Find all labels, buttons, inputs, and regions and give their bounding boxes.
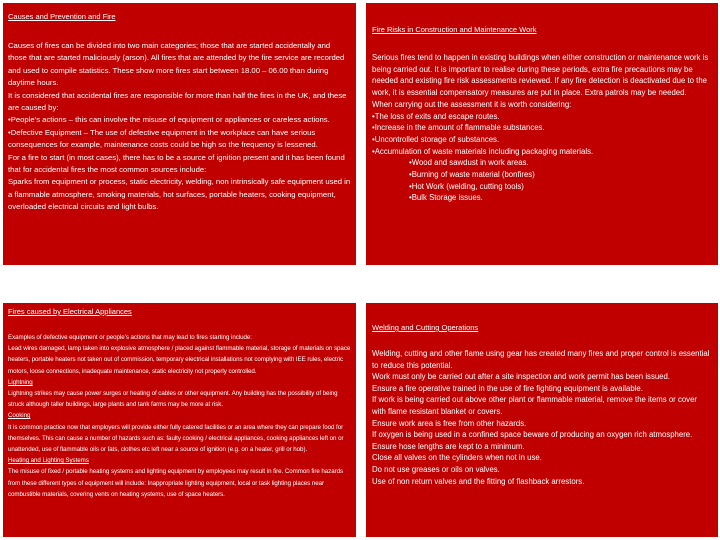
subheading-cooking: Cooking	[8, 412, 31, 420]
panel-fire-risks	[366, 3, 718, 265]
paragraph: For a fire to start (in most cases), there has to be a source of ignition present and it has been found that for accidental fires the most common sources include:	[8, 152, 345, 175]
paragraph: Use of non return valves and the fitting of flashback arrestors.	[372, 476, 585, 486]
panel-body	[8, 40, 351, 214]
bullet-item: •Accumulation of waste materials including packaging materials.	[372, 146, 594, 156]
subheading-heating-lighting: Heating and Lighting Systems	[8, 457, 89, 465]
paragraph: Do not use greases or oils on valves.	[372, 464, 500, 474]
paragraph: It is common practice now that employers will provide either fully catered facilities or an area where they can prepare food for themselves. This can cause a number of hazards such as: faulty cooking / electrical appliances, cooking appliances left on or unattended, use of flammable oils or fats, clothes etc left near a source of ignition (e.g. on a heater, grill or hob).	[8, 423, 344, 454]
bullet-item: •Defective Equipment – The use of defective equipment in the workplace can have serious consequences for example, maintenance costs could be high so the frequency is lessened.	[8, 127, 318, 150]
bullet-item: •Increase in the amount of flammable substances.	[372, 123, 545, 133]
paragraph: Ensure work area is free from other hazards.	[372, 418, 527, 428]
panel-body	[8, 332, 351, 500]
paragraph: If oxygen is being used in a confined space beware of producing an oxygen rich atmosphere.	[372, 430, 693, 440]
paragraph: Sparks from equipment or process, static electricity, welding, non intrinsically safe equipment used in a flammable atmosphere, smoking materials, hot surfaces, portable heaters, cooking equipment, overloaded electrical circuits and light bulbs.	[8, 177, 351, 212]
panel-electrical-appliances	[3, 303, 356, 537]
sub-bullet-item: •Hot Work (welding, cutting tools)	[409, 181, 524, 191]
bullet-item: •People’s actions – this can involve the misuse of equipment or appliances or careless actions.	[8, 115, 330, 125]
paragraph: When carrying out the assessment it is worth considering:	[372, 99, 572, 109]
paragraph: Lead wires damaged, lamp taken into explosive atmosphere / placed against flammable material, storage of materials on space heaters, portable heaters not taken out of commission, temporary electrical installations not complying with IEE rules, electric motors, loose connections, inadequate maintenance, static electricity not properly controlled.	[8, 345, 351, 375]
paragraph: Lightning strikes may cause power surges or heating of cables or other equipment. Any building has the possibility of being struck although taller buildings, large plants and tank farms may be more at risk.	[8, 390, 338, 409]
sub-bullet-item: •Wood and sawdust in work areas.	[409, 158, 529, 168]
paragraph: It is considered that accidental fires are responsible for more than half the fires in the UK, and these are caused by:	[8, 90, 347, 113]
bullet-item: •Uncontrolled storage of substances.	[372, 134, 500, 144]
subheading-lightning: Lightning	[8, 378, 33, 386]
panel-welding-cutting	[366, 303, 718, 537]
sub-bullet-item: •Burning of waste material (bonfires)	[409, 170, 535, 180]
paragraph: Examples of defective equipment or people’s actions that may lead to fires starting include:	[8, 334, 252, 341]
panel-title: Fires caused by Electrical Appliances	[8, 307, 132, 316]
paragraph: Ensure hose lengths are kept to a minimum.	[372, 441, 525, 451]
panel-title: Welding and Cutting Operations	[372, 323, 479, 332]
sub-bullet-item: •Bulk Storage issues.	[409, 193, 483, 203]
paragraph: Welding, cutting and other flame using gear has created many fires and proper control is essential to reduce this potential.	[372, 349, 710, 370]
paragraph: Serious fires tend to happen in existing buildings when either construction or maintenance work is being carried out. It is important to realise during these periods, extra fire precautions may be needed and existing fire risk assessments reviewed. If any fire detection is deactivated due to the work, it is essential compensatory measures are put in place. Extra patrols may be needed.	[372, 53, 709, 98]
paragraph: Causes of fires can be divided into two main categories; those that are started accidentally and those that are started maliciously (arson). All fires that are attended by the fire service are recorded and used to compile statistics. These show more fires start between 18.00 – 06.00 than during daytime hours.	[8, 41, 345, 88]
paragraph: Ensure a fire operative trained in the use of fire fighting equipment is available.	[372, 383, 643, 393]
paragraph: The misuse of fixed / portable heating systems and lighting equipment by employees may result in fire. Common fire hazards from these different types of equipment will include: Inappropriate lighting equipment, local or task lighting places near combustible materials, covering vents on heating systems, use of space heaters.	[8, 468, 344, 498]
panel-causes-prevention	[3, 3, 356, 265]
paragraph: Work must only be carried out after a site inspection and work permit has been issued.	[372, 372, 671, 382]
panel-body	[372, 348, 712, 487]
paragraph: Close all valves on the cylinders when not in use.	[372, 453, 542, 463]
panel-title: Fire Risks in Construction and Maintenance Work	[372, 25, 537, 34]
bullet-item: •The loss of exits and escape routes.	[372, 111, 500, 121]
paragraph: If work is being carried out above other plant or flammable material, remove the items or cover with flame resistant blanket or covers.	[372, 395, 698, 416]
panel-title: Causes and Prevention and Fire	[8, 12, 116, 21]
panel-body	[372, 52, 712, 204]
